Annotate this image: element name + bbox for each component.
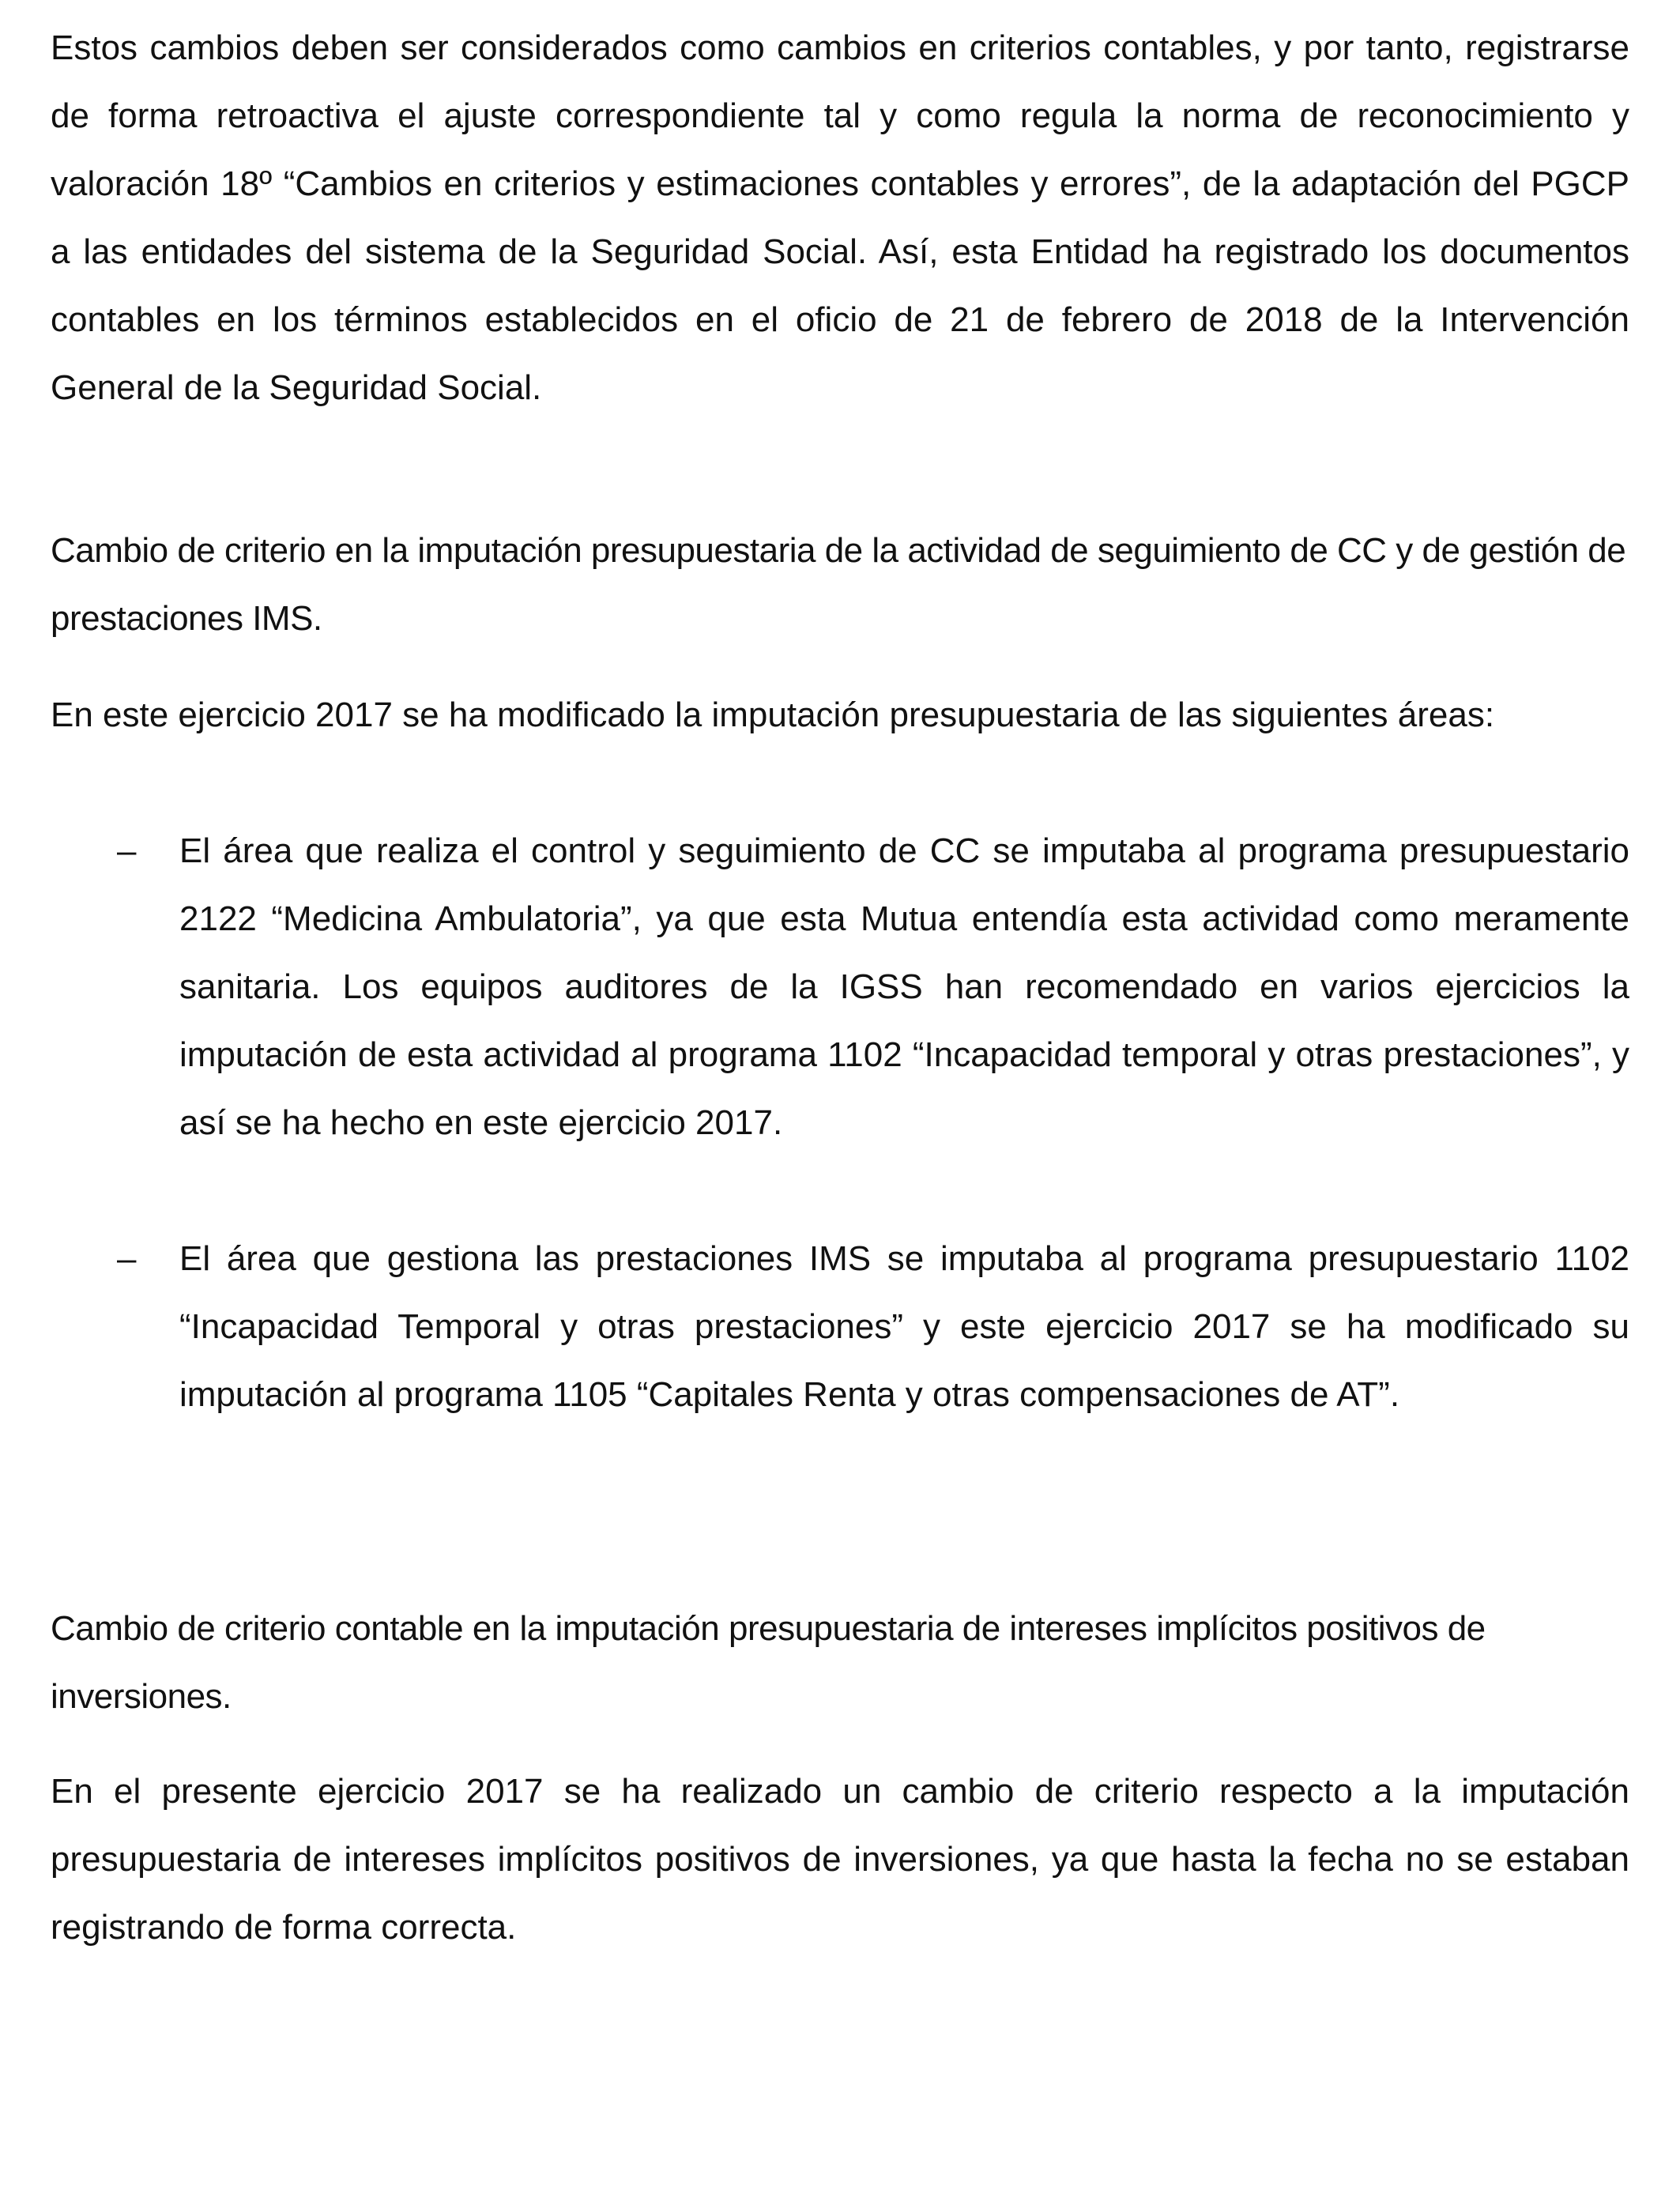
bullet-dash: –	[117, 1239, 137, 1278]
bullet-text-ims: El área que gestiona las prestaciones IMS se imputaba al programa presupuestario 1102 “Incapacidad Temporal y otras prestaciones” y este ejercicio 2017 se ha modificado su imputación al programa 1105 “Capitales Renta y otras compensaciones de AT”.	[179, 1239, 1629, 1414]
section2-heading: Cambio de criterio contable en la imputación presupuestaria de intereses implícitos positivos de inversiones.	[51, 1609, 1486, 1716]
bullet-text-cc: El área que realiza el control y seguimiento de CC se imputaba al programa presupuestario 2122 “Medicina Ambulatoria”, ya que esta Mutua entendía esta actividad como meramente sanitaria. Los equipos auditores de la IGSS han recomendado en varios ejercicios la imputación de esta actividad al programa 1102 “Incapacidad temporal y otras prestaciones”, y así se ha hecho en este ejercicio 2017.	[179, 831, 1629, 1142]
intro-paragraph: Estos cambios deben ser considerados como cambios en criterios contables, y por tanto, registrarse de forma retroactiva el ajuste correspondiente tal y como regula la norma de reconocimiento y valoración 18º “Cambios en criterios y estimaciones contables y errores”, de la adaptación del PGCP a las entidades del sistema de la Seguridad Social. Así, esta Entidad ha registrado los documentos contables en los términos establecidos en el oficio de 21 de febrero de 2018 de la Intervención General de la Seguridad Social.	[51, 28, 1629, 407]
document-page	[51, 0, 1629, 2194]
section1-intro: En este ejercicio 2017 se ha modificado la imputación presupuestaria de las siguientes áreas:	[51, 696, 1495, 734]
bullet-dash: –	[117, 831, 137, 870]
section1-heading: Cambio de criterio en la imputación presupuestaria de la actividad de seguimiento de CC y de gestión de prestaciones IMS.	[51, 531, 1626, 638]
section2-body: En el presente ejercicio 2017 se ha realizado un cambio de criterio respecto a la imputación presupuestaria de intereses implícitos positivos de inversiones, ya que hasta la fecha no se estaban registrando de forma correcta.	[51, 1772, 1629, 1947]
